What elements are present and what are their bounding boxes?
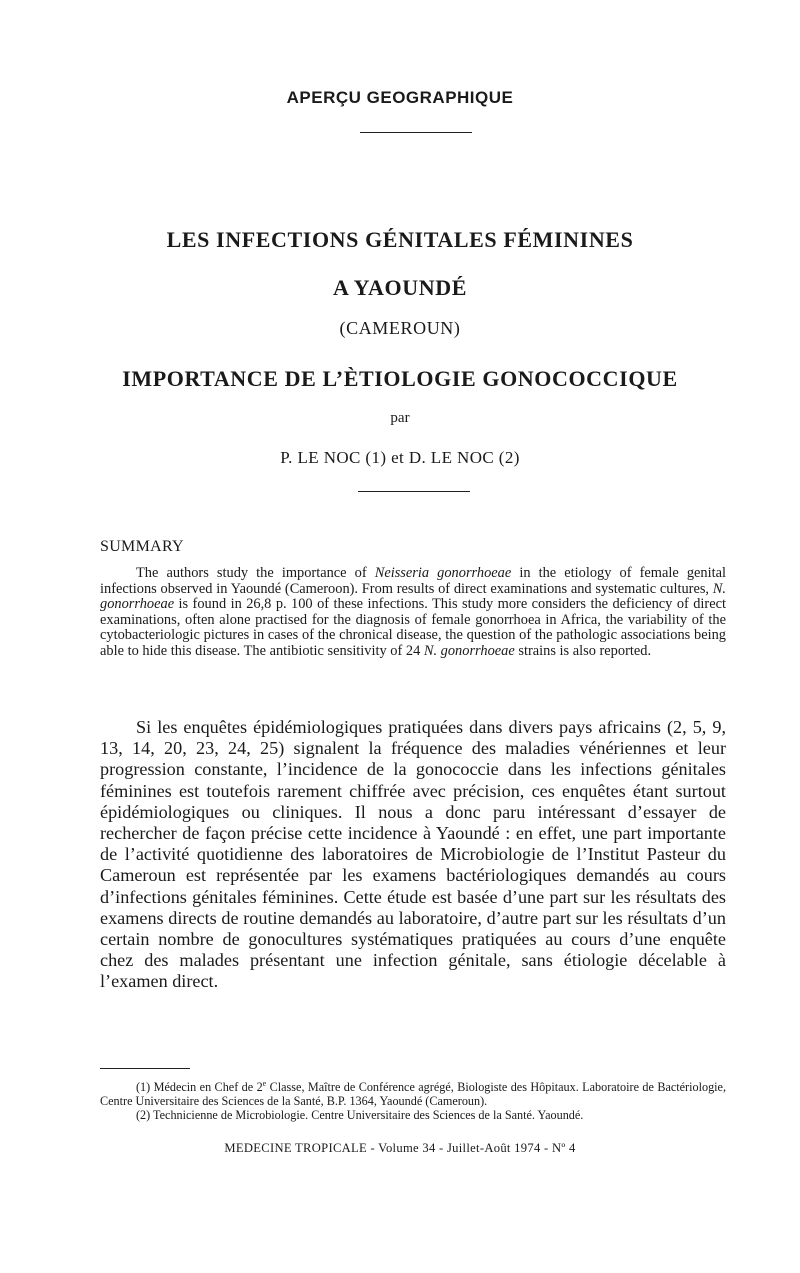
subtitle: (CAMEROUN) <box>339 318 461 338</box>
summary-part: The authors study the importance of <box>136 565 375 581</box>
footnote-2: (2) Technicienne de Microbiologie. Centre Universitaire des Sciences de la Santé. Yaoundé. <box>136 1108 584 1122</box>
summary-part: strains is also reported. <box>514 642 652 659</box>
summary-text <box>100 566 726 660</box>
summary-species: Neisseria gonorrhoeae <box>374 565 512 581</box>
body-paragraph: Si les enquêtes épidémiologiques pratiquées dans divers pays africains (2, 5, 9, 13, 14, 20, 23, 24, 25) signalent la fréquence des maladies vénériennes et leur progression constante, l’incidence de la gonococcie dans les infections génitales féminines est toutefois rarement chiffrée avec précision, ces enquêtes étant surtout épidémiologiques ou cliniques. Il nous a donc paru intéressant d’essayer de rechercher de façon précise cette incidence à Yaoundé : en effet, une part importante de l’activité quotidienne des laboratoires de Microbiologie de l’Institut Pasteur du Cameroun est représentée par les examens bactériologiques demandés au cours d’infections génitales féminines. Cette étude est basée d’une part sur les résultats des examens directs de routine demandés au laboratoire, d’autre part sur les résultats d’un certain nombre de gonocultures systématiques pratiquées au cours d’une enquête chez des malades présentant une infection génitale, sans étiologie décelable à l’examen direct. <box>100 717 726 992</box>
journal-footer: MEDECINE TROPICALE - Volume 34 - Juillet-Août 1974 - Nº 4 <box>224 1141 576 1155</box>
summary-species: N. gonorrhoeae <box>100 580 726 613</box>
authors-divider <box>358 491 470 492</box>
section-heading: APERÇU GEOGRAPHIQUE <box>286 88 514 107</box>
title-line-1: LES INFECTIONS GÉNITALES FÉMININES <box>166 227 634 252</box>
footnote-1 <box>100 1080 726 1108</box>
heading-divider <box>360 132 472 133</box>
summary-heading: SUMMARY <box>100 538 184 555</box>
footnote-1-sup: e <box>262 1078 267 1088</box>
footnote-1-start: (1) Médecin en Chef de 2 <box>136 1080 263 1094</box>
by-label: par <box>390 410 410 426</box>
summary-part: is found in 26,8 p. 100 of these infections. This study more considers the deficiency of direct examinations, often alone practised for the diagnosis of female gonorrhoea in Africa, the variability of the cytobacteriologic pictures in cases of the chronical disease, the question of the pathologic associations being able to hide this disease. The antibiotic sensitivity of 24 <box>100 596 726 659</box>
summary-species: N. gonorrhoeae <box>423 642 515 659</box>
footnotes <box>100 1080 726 1122</box>
footnote-divider <box>100 1068 190 1069</box>
authors: P. LE NOC (1) et D. LE NOC (2) <box>280 448 520 467</box>
title-line-3: IMPORTANCE DE L’ÈTIOLOGIE GONOCOCCIQUE <box>122 366 678 391</box>
footnote-1-rest: Classe, Maître de Conférence agrégé, Biologiste des Hôpitaux. Laboratoire de Bactériologie, Centre Universitaire des Sciences de la Santé, B.P. 1364, Yaoundé (Cameroun). <box>100 1080 727 1108</box>
title-line-2: A YAOUNDÉ <box>333 275 467 300</box>
summary-part: in the etiology of female genital infections observed in Yaoundé (Cameroon). From results of direct examinations and systematic cultures, <box>100 565 726 597</box>
